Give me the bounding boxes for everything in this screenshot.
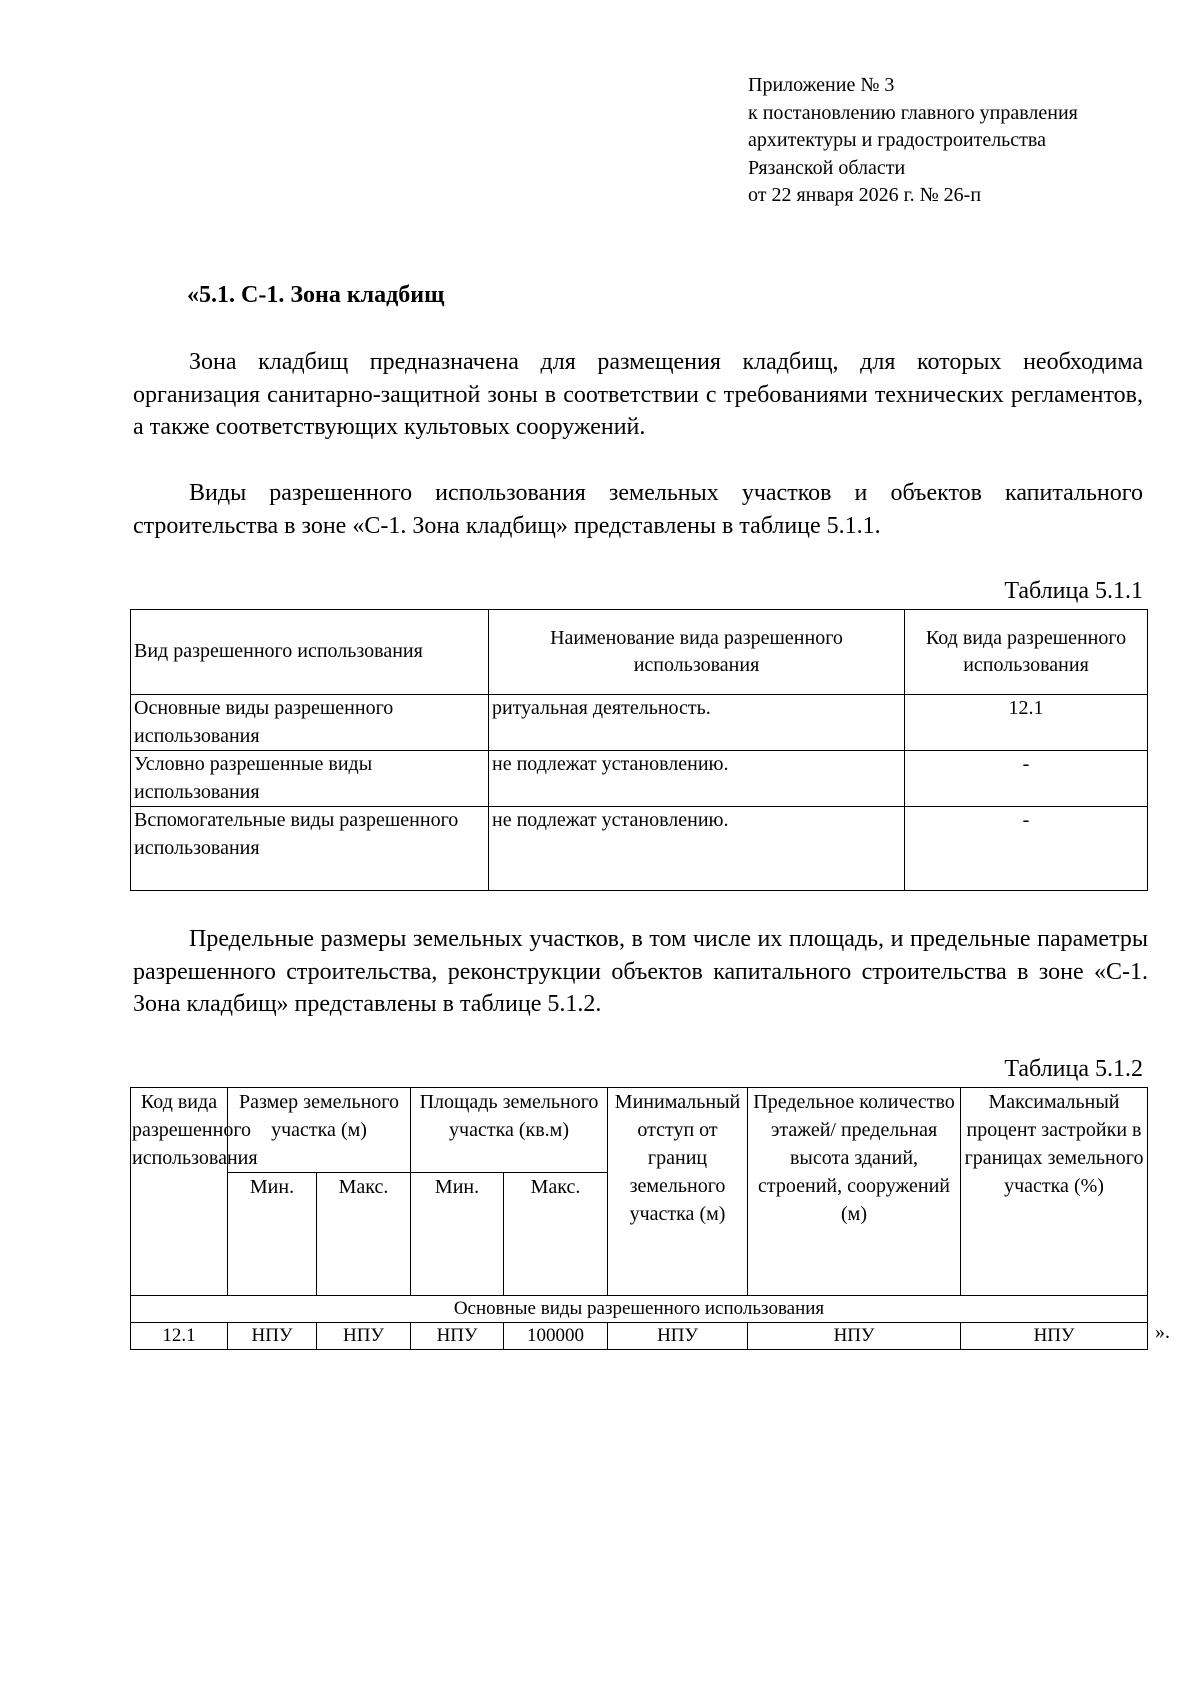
table-cell: 12.1 [131,1323,228,1350]
table-cell: - [905,751,1148,807]
table-header-cell: Мин. [411,1173,504,1296]
table-cell: НПУ [317,1323,411,1350]
table-cell: Вспомогательные виды разрешенного использования [131,807,489,891]
table-cell: ритуальная деятельность. [489,695,905,751]
table-cell: не подлежат установлению. [489,751,905,807]
table-header-cell: Размер земельного участка (м) [228,1088,411,1173]
table-header-row [131,610,1148,695]
table-cell: НПУ [228,1323,317,1350]
table-header-cell: Наименование вида разрешенного использования [489,610,905,695]
table-cell: Основные виды разрешенного использования [131,695,489,751]
table-header-cell: Макс. [504,1173,608,1296]
closing-quote: ». [1155,1321,1170,1343]
table-header-row [131,1088,1148,1173]
table-header-cell: Макс. [317,1173,411,1296]
parameters-table [130,1087,1148,1350]
table-cell: Условно разрешенные виды использования [131,751,489,807]
table-cell: НПУ [411,1323,504,1350]
section-title: «5.1. С-1. Зона кладбищ [187,282,445,308]
table2-caption: Таблица 5.1.2 [1004,1056,1143,1082]
appendix-line: к постановлению главного управления [748,101,1078,124]
table1-caption: Таблица 5.1.1 [1004,578,1143,604]
appendix-line: Приложение № 3 [748,74,895,96]
table-row [131,1323,1148,1350]
table-header-cell: Мин. [228,1173,317,1296]
appendix-block [748,72,1078,210]
table-header-cell: Предельное количество этажей/ предельная высота зданий, строений, сооружений (м) [748,1088,961,1296]
paragraph-limits: Предельные размеры земельных участков, в том числе их площадь, и предельные параметры разрешенного строительства, реконструкции объектов капитального строительства в зоне «С-1. Зона кладбищ» представлены в таблице 5.1.2. [133,926,1148,1017]
table-header-cell: Площадь земельного участка (кв.м) [411,1088,608,1173]
table-cell: НПУ [608,1323,748,1350]
table-cell: 100000 [504,1323,608,1350]
table-cell: НПУ [748,1323,961,1350]
table-header-cell: Код вида разрешенного использования [905,610,1148,695]
table-section-cell: Основные виды разрешенного использования [131,1296,1148,1323]
table-cell: НПУ [961,1323,1148,1350]
table-section-row [131,1296,1148,1323]
table-cell: 12.1 [905,695,1148,751]
table-cell: не подлежат установлению. [489,807,905,891]
appendix-line: от 22 января 2026 г. № 26-п [748,184,982,206]
table-header-cell: Минимальный отступ от границ земельного участка (м) [608,1088,748,1296]
table-row [131,751,1148,807]
table-row [131,807,1148,891]
appendix-line: Рязанской области [748,156,906,179]
table-header-cell: Код вида разрешенного использования [131,1088,228,1296]
usage-types-table [130,609,1148,891]
paragraph-zone-purpose: Зона кладбищ предназначена для размещения кладбищ, для которых необходима организация санитарно-защитной зоны в соответствии с требованиями технических регламентов, а также соответствующих культовых сооружений. [133,349,1143,440]
table-row [131,695,1148,751]
appendix-line: архитектуры и градостроительства [748,129,1046,151]
table-cell: - [905,807,1148,891]
table-header-cell: Вид разрешенного использования [131,610,489,695]
paragraph-usage-types: Виды разрешенного использования земельных участков и объектов капитального строительства в зоне «С-1. Зона кладбищ» представлены в таблице 5.1.1. [133,480,1143,539]
table-header-cell: Максимальный процент застройки в границах земельного участка (%) [961,1088,1148,1296]
